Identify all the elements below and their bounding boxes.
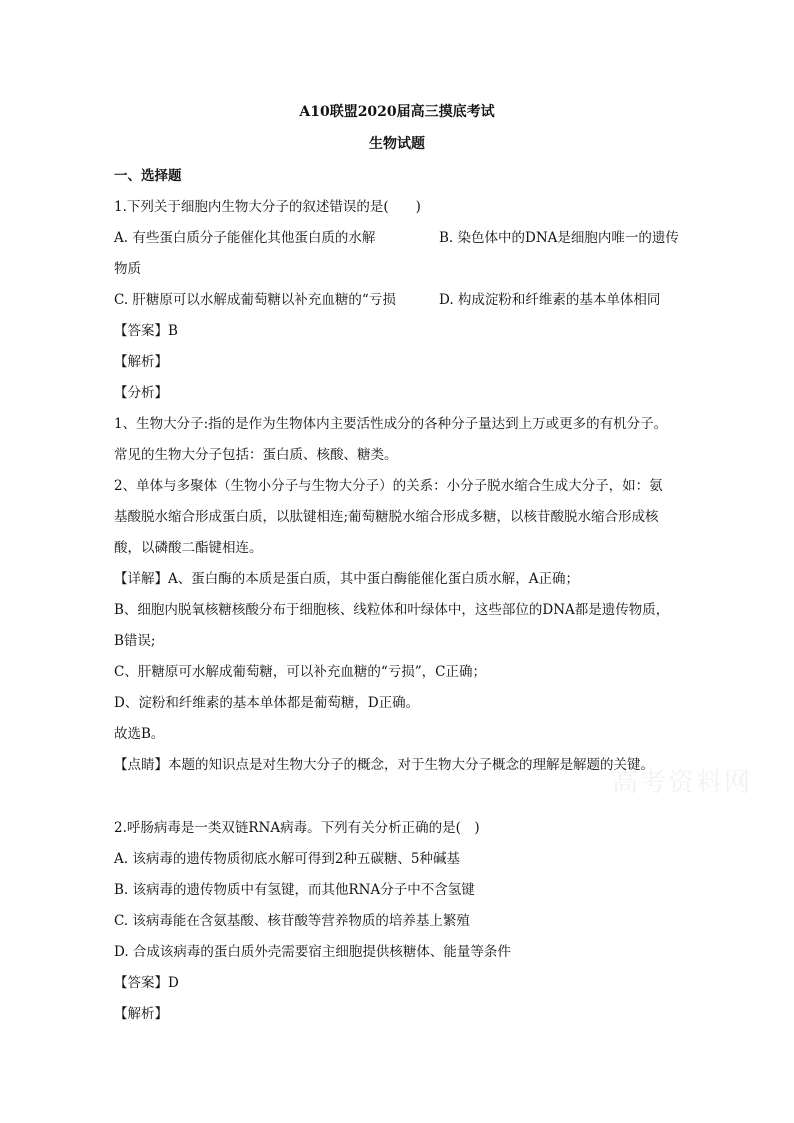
q1-analysis-2-line3: 酸，以磷酸二酯键相连。 <box>114 540 263 556</box>
subject-title: 生物试题 <box>369 136 425 152</box>
q1-pointer: 【点睛】本题的知识点是对生物大分子的概念，对于生物大分子概念的理解是解题的关键。 <box>114 757 654 773</box>
q2-answer: 【答案】D <box>114 975 179 991</box>
q1-analysis-1-line1: 1、生物大分子:指的是作为生物体内主要活性成分的各种分子量达到上万或更多的有机分子。 <box>114 416 668 432</box>
q2-jiexi-heading: 【解析】 <box>114 1006 168 1022</box>
q2-option-d: D. 合成该病毒的蛋白质外壳需要宿主细胞提供核糖体、能量等条件 <box>114 944 511 960</box>
q2-option-b: B. 该病毒的遗传物质中有氢键，而其他RNA分子中不含氢键 <box>114 882 475 898</box>
q1-analysis-2-line1: 2、单体与多聚体（生物小分子与生物大分子）的关系：小分子脱水缩合生成大分子，如：氨 <box>114 478 663 494</box>
q2-option-a: A. 该病毒的遗传物质彻底水解可得到2种五碳糖、5种碱基 <box>114 851 461 867</box>
q1-stem: 1.下列关于细胞内生物大分子的叙述错误的是( ) <box>114 199 421 215</box>
q1-option-b: B. 染色体中的DNA是细胞内唯一的遗传 <box>439 230 679 246</box>
q1-answer: 【答案】B <box>114 323 178 339</box>
q1-detail-b-line2: B错误; <box>114 633 156 649</box>
section-heading: 一、选择题 <box>114 168 182 184</box>
q1-option-a: A. 有些蛋白质分子能催化其他蛋白质的水解 <box>114 230 376 246</box>
q1-option-d: D. 构成淀粉和纤维素的基本单体相同 <box>439 292 661 308</box>
q1-option-c: C. 肝糖原可以水解成葡萄糖以补充血糖的“亏损 <box>114 292 396 308</box>
q2-option-c: C. 该病毒能在含氨基酸、核苷酸等营养物质的培养基上繁殖 <box>114 913 470 929</box>
q1-detail-d: D、淀粉和纤维素的基本单体都是葡萄糖，D正确。 <box>114 695 420 711</box>
q2-stem: 2.呼肠病毒是一类双链RNA病毒。下列有关分析正确的是( ) <box>114 820 480 836</box>
q1-detail-c: C、肝糖原可水解成葡萄糖，可以补充血糖的“亏损”，C正确； <box>114 664 486 680</box>
q1-analysis-1-line2: 常见的生物大分子包括：蛋白质、核酸、糖类。 <box>114 447 398 463</box>
q1-detail-b-line1: B、细胞内脱氧核糖核酸分布于细胞核、线粒体和叶绿体中，这些部位的DNA都是遗传物质， <box>114 602 670 618</box>
q1-analysis-2-line2: 基酸脱水缩合形成蛋白质，以肽键相连;葡萄糖脱水缩合形成多糖，以核苷酸脱水缩合形成核 <box>114 509 659 525</box>
watermark: 高考资料网 <box>612 768 753 798</box>
q1-jiexi-heading: 【解析】 <box>114 354 168 370</box>
q1-option-b-continued: 物质 <box>114 261 141 277</box>
q1-detail-a: 【详解】A、蛋白酶的本质是蛋白质，其中蛋白酶能催化蛋白质水解，A正确； <box>114 571 579 587</box>
q1-fenxi-heading: 【分析】 <box>114 385 168 401</box>
q1-choose: 故选B。 <box>114 726 165 742</box>
exam-title: A10联盟2020届高三摸底考试 <box>299 104 495 120</box>
